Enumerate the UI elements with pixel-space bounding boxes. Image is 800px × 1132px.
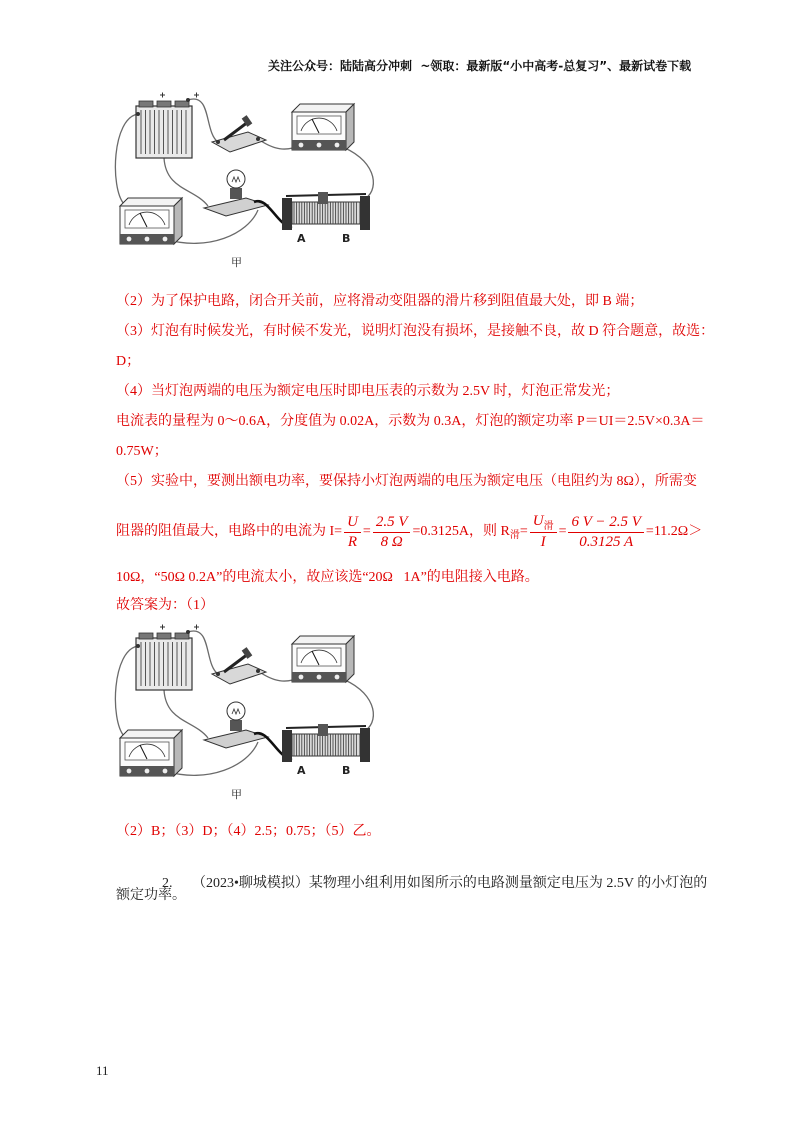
battery-cell-top [139,633,153,639]
fraction-voltage-difference-over-current [568,513,643,552]
battery-box [136,93,199,159]
voltmeter [120,730,182,776]
solution-step-4-ammeter: 电流表的量程为 0～0.6A，分度值为 0.02A，示数为 0.3A，灯泡的额定功率 P＝UI＝2.5V×0.3A＝ [116,414,705,429]
ammeter-terminal [317,675,322,680]
solution-step-4-continued: 0.75W； [116,444,168,459]
bulb-glass [227,170,245,188]
fraction-numerator: 2.5 V [373,513,411,533]
rheostat [282,724,370,777]
knife-switch [212,115,266,152]
ammeter-top-face [292,104,354,112]
lamp-socket [230,720,242,731]
rheostat-terminal-b-label: B [342,232,351,245]
battery-cell-top [157,633,171,639]
fraction-denominator: 8 Ω [380,533,403,550]
voltmeter-terminal [127,237,132,242]
battery-cell-top [175,101,189,107]
voltmeter-dial-window [125,742,169,760]
solution-step-3: （3）灯泡有时候发光，有时候不发光，说明灯泡没有损坏，是接触不良，故 D 符合题意，故选： [116,324,715,339]
question-2-text: （2023•聊城模拟）某物理小组利用如图所示的电路测量额定电压为 2.5V 的小灯泡的 [192,876,708,891]
circuit-figure-1 [108,92,388,274]
numerator-symbol: U [532,513,544,529]
ammeter-dial-window [297,648,341,666]
answer-summary: （2）B；（3）D；（4）2.5；0.75；（5）乙。 [116,824,381,839]
ammeter-terminal [299,675,304,680]
battery-cell-top [139,101,153,107]
battery-box [136,625,199,691]
knife-switch [212,647,266,684]
battery-terminal [186,98,190,102]
bulb-glass [227,702,245,720]
resistance-subscript: 滑 [509,530,520,541]
battery-cell-top [157,101,171,107]
rheostat-end-right [360,196,370,230]
voltmeter-side-face [174,730,182,776]
wire-ammeter-rheostat [337,145,373,198]
battery-cell-top [175,633,189,639]
equals-sign: = [362,524,371,539]
voltmeter [120,198,182,244]
figure-caption: 甲 [231,788,242,801]
battery-plus-mark [160,625,165,630]
lamp-socket [230,188,242,199]
battery-plus-mark [160,93,165,98]
circuit-figure-2 [108,624,388,806]
switch-base [212,664,266,684]
rheostat-end-left [282,730,292,762]
equals-sign: = [519,524,528,539]
rheostat-terminal-a-label: A [297,764,306,777]
numerator-subscript: 滑 [543,521,554,532]
switch-base [212,132,266,152]
ammeter-terminal [335,143,340,148]
ammeter-terminal [317,143,322,148]
rheostat-terminal-a-label: A [297,232,306,245]
switch-terminal [216,140,220,144]
rheostat-terminal-b-label: B [342,764,351,777]
answer-intro: 故答案为：（1） [116,598,214,613]
solution-step-5: （5）实验中，要测出额电功率，要保持小灯泡两端的电压为额定电压（电阻约为 8Ω），所需变 [116,474,697,489]
voltmeter-side-face [174,198,182,244]
voltmeter-terminal [145,769,150,774]
battery-plus-mark [194,93,199,98]
fraction-u-over-r [344,513,361,552]
voltmeter-terminal [127,769,132,774]
wire-battery-voltmeter [115,114,138,204]
lamp-holder [204,170,268,216]
ammeter-terminal [299,143,304,148]
ammeter-terminal [335,675,340,680]
formula-lead-text: 阻器的阻值最大，电路中的电流为 I= [116,524,343,539]
fraction-numerator: U [344,513,361,533]
rheostat-slider [318,192,328,204]
switch-terminal [256,137,260,141]
ammeter-side-face [346,636,354,682]
rheostat-slider [318,724,328,736]
question-2-line-1 [148,854,707,914]
battery-terminal [136,644,140,648]
figure-caption: 甲 [231,256,242,269]
rheostat [282,192,370,245]
fraction-denominator: R [347,533,358,550]
fraction-denominator: 0.3125 A [579,533,634,550]
fraction-denominator: I [540,534,546,550]
formula-middle-text: =0.3125A，则 R [412,524,510,539]
voltmeter-top-face [120,730,182,738]
voltmeter-dial-window [125,210,169,228]
voltmeter-terminal [145,237,150,242]
page-number: 11 [96,1063,109,1078]
solution-step-3-continued: D； [116,354,141,369]
switch-terminal [216,672,220,676]
fraction-numerator: 6 V − 2.5 V [568,513,643,533]
fraction-voltage-over-resistance [373,513,411,552]
question-2-line-2: 额定功率。 [116,888,186,903]
ammeter-top-face [292,636,354,644]
question-number: 2. [162,876,173,891]
voltmeter-terminal [163,769,168,774]
battery-terminal [186,630,190,634]
solution-step-4: （4）当灯泡两端的电压为额定电压时即电压表的示数为 2.5V 时，灯泡正常发光； [116,384,620,399]
circuit-diagram [108,92,388,274]
ammeter-dial-window [297,116,341,134]
battery-terminal [136,112,140,116]
wire-battery-voltmeter [115,646,138,736]
ammeter [292,636,354,682]
fraction-numerator [530,512,557,533]
page-header-notice: 关注公众号：陆陆高分冲刺 ~领取：最新版“小中高考-总复习”、最新试卷下载 [268,59,692,73]
formula-result-text: =11.2Ω＞ [645,524,703,539]
rheostat-end-right [360,728,370,762]
lamp-holder [204,702,268,748]
wire-ammeter-rheostat [337,677,373,730]
ammeter [292,104,354,150]
battery-plus-mark [194,625,199,630]
current-formula-line [116,510,702,554]
solution-step-5-continued: 10Ω，“50Ω 0.2A”的电流太小，故应该选“20Ω 1A”的电阻接入电路。 [116,570,539,585]
solution-step-2: （2）为了保护电路，闭合开关前，应将滑动变阻器的滑片移到阻值最大处，即 B 端； [116,294,644,309]
rheostat-end-left [282,198,292,230]
switch-terminal [256,669,260,673]
voltmeter-top-face [120,198,182,206]
ammeter-side-face [346,104,354,150]
circuit-diagram [108,624,388,806]
voltmeter-terminal [163,237,168,242]
fraction-u-slide-over-i [530,512,557,552]
equals-sign: = [558,524,567,539]
